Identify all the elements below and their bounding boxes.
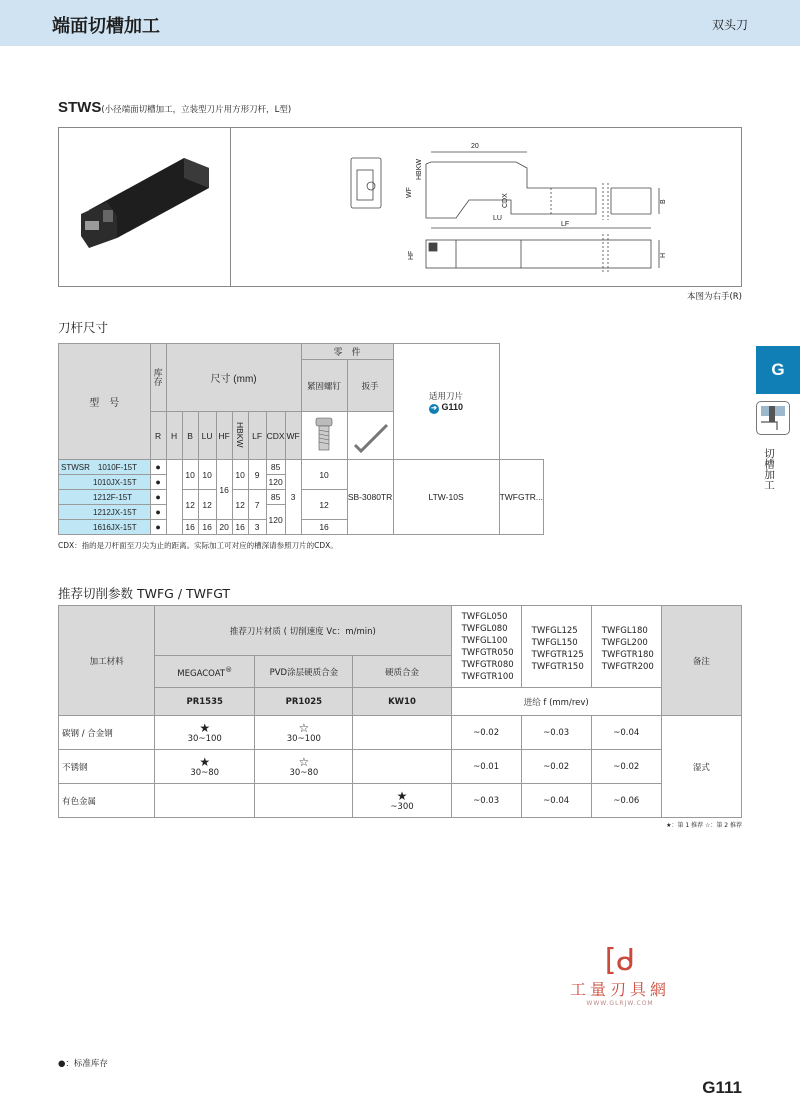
feed-cell: ~0.04: [591, 716, 661, 750]
col-carbide: 硬质合金: [353, 656, 451, 688]
col-screw: [301, 360, 347, 412]
stock-legend: ●：标准库存: [58, 1059, 108, 1069]
lu-cell: 20: [216, 520, 232, 535]
col-insert-group-3: TWFGL180 TWFGL200 TWFGTR180 TWFGTR200: [591, 606, 661, 688]
watermark-logo: [ᑯ: [604, 943, 636, 978]
grade-kw10: KW10: [353, 688, 451, 716]
col-model: 型 号: [59, 344, 151, 460]
product-description: (小径端面切槽加工，立装型刀片用方形刀杆，L型): [101, 105, 292, 115]
material-cell: 不锈钢: [59, 750, 155, 784]
feed-cell: ~0.03: [451, 784, 521, 818]
insert-ref-label: G110: [441, 401, 464, 412]
feed-cell: ~0.02: [521, 750, 591, 784]
star-icon: ★: [199, 754, 211, 769]
dim-label-lu: LU: [493, 215, 502, 222]
pr1535-cell: [155, 784, 255, 818]
speed-value: ~300: [390, 801, 414, 812]
col-hbkw-label: HBKW: [235, 421, 246, 448]
hf-cell: 12: [232, 490, 248, 520]
col-h: H: [166, 412, 182, 460]
model-cell: 1212F-15T: [59, 490, 151, 505]
col-material: 加工材料: [59, 606, 155, 716]
lu-cell: 16: [216, 460, 232, 520]
wrench-cell: LTW-10S: [393, 460, 499, 535]
r-cell: [166, 460, 182, 535]
col-insert-group-2: TWFGL125 TWFGL150 TWFGTR125 TWFGTR150: [521, 606, 591, 688]
cutting-table: [58, 605, 742, 818]
model-cell: 1212JX-15T: [59, 505, 151, 520]
model-cell: 1010JX-15T: [59, 475, 151, 490]
feed-cell: ~0.01: [451, 750, 521, 784]
col-parts: 零 件: [301, 344, 393, 360]
hf-cell: 16: [232, 520, 248, 535]
table-row: [59, 460, 544, 475]
col-megacoat: [155, 656, 255, 688]
product-figure: [58, 127, 742, 287]
hbkw-cell: 7: [248, 490, 266, 520]
grade-pr1025: PR1025: [255, 688, 353, 716]
pr1025-cell: [255, 784, 353, 818]
dim-label-hf: HF: [408, 250, 415, 260]
dim-label-lf: LF: [561, 221, 570, 228]
col-insert-group-1: TWFGL050 TWFGL080 TWFGL100 TWFGTR050 TWFGTR080 TWFGTR100: [451, 606, 521, 688]
screw-label: 紧固螺钉: [307, 380, 342, 391]
col-grade-group: 推荐刀片材质 ( 切削速度 Vc：m/min): [155, 606, 451, 656]
speed-value: 30~80: [289, 767, 319, 778]
screw-cell: SB-3080TR: [347, 460, 393, 535]
page-header: [0, 0, 800, 46]
recommend-legend: ★：第 1 推荐 ☆：第 2 推荐: [666, 822, 742, 829]
pr1535-cell: [155, 716, 255, 750]
header-category: 双头刀: [711, 18, 748, 32]
model-cell: STWSR 1010F-15T: [59, 460, 151, 475]
wrench-image: [347, 412, 393, 460]
pr1535-cell: [155, 750, 255, 784]
pr1025-cell: [255, 716, 353, 750]
material-cell: 碳钢 / 合金钢: [59, 716, 155, 750]
col-insert: [393, 344, 499, 460]
stock-dot: ●: [150, 505, 166, 520]
star-icon: ★: [199, 720, 211, 735]
col-b: B: [182, 412, 198, 460]
holder-section-title: 刀杆尺寸: [58, 320, 109, 335]
product-title: [58, 99, 291, 116]
page-title: 端面切槽加工: [52, 16, 160, 37]
product-code: STWS: [58, 99, 102, 116]
col-hf: HF: [216, 412, 232, 460]
hbkw-cell: 3: [248, 520, 266, 535]
col-wrench: [347, 360, 393, 412]
stock-dot: ●: [150, 490, 166, 505]
remarks-cell: 湿式: [661, 716, 741, 818]
dim-label-h: H: [660, 252, 667, 258]
col-wf: WF: [285, 412, 301, 460]
col-stock: [150, 344, 166, 412]
cdx-note: CDX：指的是刀杆面至刀尖为止的距离。实际加工可对应的槽深请参照刀片的CDX。: [58, 541, 338, 550]
lf-cell: 120: [266, 505, 285, 535]
dim-label-hbkw: HBKW: [416, 159, 423, 180]
megacoat-label: MEGACOAT: [177, 668, 226, 679]
h-cell: 16: [182, 520, 198, 535]
grooving-icon-graphic: [757, 402, 789, 434]
col-remarks: 备注: [661, 606, 741, 716]
h-cell: 10: [182, 460, 198, 490]
b-cell: 16: [198, 520, 216, 535]
dim-label-wf: WF: [406, 187, 413, 198]
feed-cell: ~0.02: [591, 750, 661, 784]
kw10-cell: [353, 716, 451, 750]
star-icon: ★: [396, 788, 408, 803]
b-cell: 12: [198, 490, 216, 520]
speed-value: 30~100: [187, 733, 222, 744]
wf-cell: 10: [301, 460, 347, 490]
figure-note: 本图为右手(R): [686, 292, 742, 302]
wrench-label: 扳手: [361, 380, 379, 391]
lf-cell: 85: [266, 490, 285, 505]
star-outline-icon: ☆: [298, 754, 310, 769]
col-feed: 进给 f (mm/rev): [451, 688, 661, 716]
cutting-section-title: 推荐切削参数 TWFG / TWFGT: [58, 586, 231, 601]
wf-cell: 12: [301, 490, 347, 520]
insert-cell[interactable]: TWFGTR...: [499, 460, 543, 535]
side-tab-g[interactable]: G: [756, 346, 800, 394]
h-cell: 12: [182, 490, 198, 520]
insert-header-label: 适用刀片: [429, 390, 464, 401]
page-number: G111: [702, 1078, 742, 1097]
screw-image: [301, 412, 347, 460]
stock-dot: ●: [150, 460, 166, 475]
watermark-url: WWW.GLRJW.COM: [586, 1000, 654, 1007]
dim-label-cdx: CDX: [502, 193, 509, 208]
dim-label-b: B: [660, 199, 667, 204]
toolholder-photo: [59, 128, 230, 286]
lf-cell: 85: [266, 460, 285, 475]
watermark: [540, 945, 700, 1007]
feed-cell: ~0.03: [521, 716, 591, 750]
side-tab-label: [763, 448, 777, 493]
dim-label-20: 20: [471, 143, 479, 150]
star-outline-icon: ☆: [298, 720, 310, 735]
table-row: [59, 784, 742, 818]
col-lf: LF: [248, 412, 266, 460]
feed-cell: ~0.06: [591, 784, 661, 818]
insert-ref[interactable]: [394, 402, 499, 414]
hbkw-cell: 9: [248, 460, 266, 490]
wf-cell: 16: [301, 520, 347, 535]
material-cell: 有色金属: [59, 784, 155, 818]
feed-cell: ~0.02: [451, 716, 521, 750]
lf-cell: 120: [266, 475, 285, 490]
cdx-cell: 3: [285, 460, 301, 535]
arrow-right-icon: ➔: [429, 404, 439, 414]
wrench-icon: [349, 415, 391, 455]
col-dimensions: 尺寸 (mm): [166, 344, 301, 412]
hf-cell: 10: [232, 460, 248, 490]
col-cdx: CDX: [266, 412, 285, 460]
feed-cell: ~0.04: [521, 784, 591, 818]
table-row: [59, 750, 742, 784]
col-lu: LU: [198, 412, 216, 460]
stock-dot: ●: [150, 520, 166, 535]
col-pvd: PVD涂层硬质合金: [255, 656, 353, 688]
speed-value: 30~80: [190, 767, 220, 778]
col-r: R: [150, 412, 166, 460]
holder-table: [58, 343, 544, 535]
registered-mark: ®: [225, 664, 233, 674]
b-cell: 10: [198, 460, 216, 490]
table-row: [59, 716, 742, 750]
grooving-icon: [756, 401, 790, 435]
col-stock-label: 库存: [152, 367, 163, 386]
watermark-text: 工量刃具網: [569, 980, 670, 999]
col-hbkw: [232, 412, 248, 460]
screw-icon: [309, 415, 339, 455]
model-cell: 1616JX-15T: [59, 520, 151, 535]
kw10-cell: [353, 750, 451, 784]
speed-value: 30~100: [286, 733, 321, 744]
kw10-cell: [353, 784, 451, 818]
grade-pr1535: PR1535: [155, 688, 255, 716]
pr1025-cell: [255, 750, 353, 784]
side-tab-text: 切槽加工: [763, 448, 775, 490]
stock-dot: ●: [150, 475, 166, 490]
technical-drawing: [231, 128, 743, 286]
